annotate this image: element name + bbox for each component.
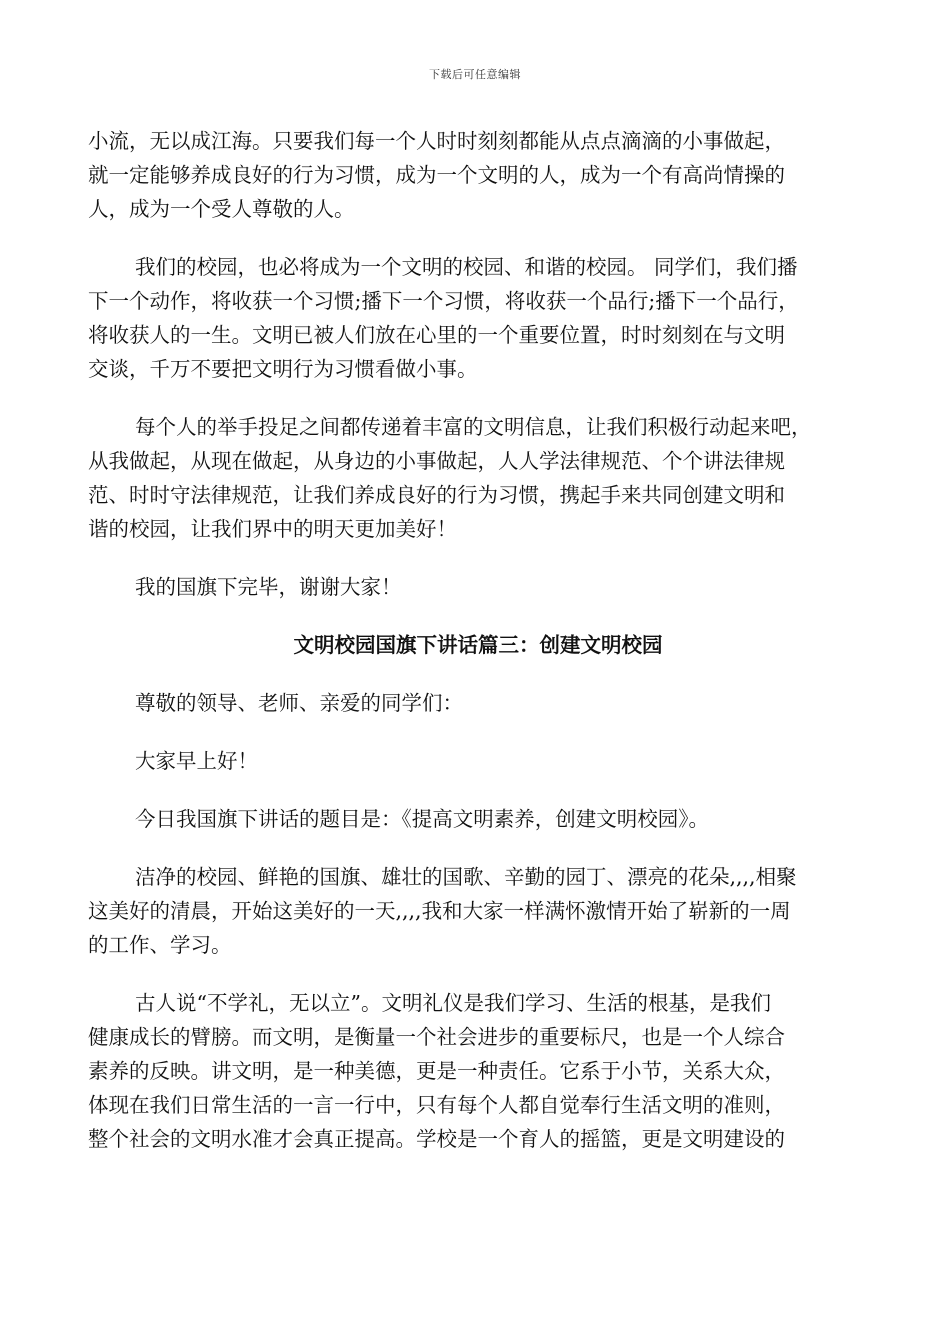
paragraph-line: 下一个动作，将收获一个习惯;播下一个习惯，将收获一个品行;播下一个品行，: [88, 289, 799, 313]
paragraph-1: [88, 124, 848, 226]
paragraph-line: 就一定能够养成良好的行为习惯，成为一个文明的人，成为一个有高尚情操的: [88, 163, 785, 187]
paragraph-line: 小流，无以成江海。只要我们每一个人时时刻刻都能从点点滴滴的小事做起，: [88, 129, 785, 153]
paragraph-line: 范、时时守法律规范，让我们养成良好的行为习惯，携起手来共同创建文明和: [88, 483, 785, 507]
paragraph-line: 谐的校园，让我们界中的明天更加美好！: [88, 517, 457, 541]
paragraph-line: 健康成长的臂膀。而文明，是衡量一个社会进步的重要标尺，也是一个人综合: [88, 1025, 785, 1049]
paragraph-salutation: [88, 686, 848, 720]
paragraph-4: [88, 570, 848, 604]
paragraph-line: 将收获人的一生。文明已被人们放在心里的一个重要位置，时时刻刻在与文明: [88, 323, 785, 347]
paragraph-topic: [88, 802, 848, 836]
paragraph-line: 尊敬的领导、老师、亲爱的同学们：: [135, 691, 463, 715]
paragraph-line: 体现在我们日常生活的一言一行中，只有每个人都自觉奉行生活文明的准则，: [88, 1093, 785, 1117]
paragraph-2: [88, 250, 848, 386]
page-header-note: 下载后可任意编辑: [429, 68, 521, 81]
paragraph-line: 人，成为一个受人尊敬的人。: [88, 197, 355, 221]
paragraph-line: 整个社会的文明水准才会真正提高。学校是一个育人的摇篮，更是文明建设的: [88, 1127, 785, 1151]
paragraph-line: 交谈，千万不要把文明行为习惯看做小事。: [88, 357, 478, 381]
paragraph-line: 这美好的清晨，开始这美好的一天,,,,我和大家一样满怀激情开始了崭新的一周: [88, 899, 791, 923]
paragraph-line: 我们的校园，也必将成为一个文明的校园、和谐的校园。 同学们，我们播: [135, 255, 798, 279]
paragraph-line: 素养的反映。讲文明，是一种美德，更是一种责任。它系于小节，关系大众，: [88, 1059, 785, 1083]
paragraph-9: [88, 986, 848, 1156]
paragraph-line: 洁净的校园、鲜艳的国旗、雄壮的国歌、辛勤的园丁、漂亮的花朵,,,,相聚: [135, 865, 797, 889]
paragraph-line: 的工作、学习。: [88, 933, 232, 957]
paragraph-line: 每个人的举手投足之间都传递着丰富的文明信息，让我们积极行动起来吧，: [135, 415, 812, 439]
section-heading: 文明校园国旗下讲话篇三：创建文明校园: [293, 633, 663, 657]
paragraph-line: 从我做起，从现在做起，从身边的小事做起，人人学法律规范、个个讲法律规: [88, 449, 785, 473]
paragraph-line: 古人说“不学礼，无以立”。文明礼仪是我们学习、生活的根基，是我们: [135, 991, 771, 1015]
paragraph-3: [88, 410, 848, 546]
paragraph-8: [88, 860, 848, 962]
paragraph-greeting: [88, 744, 848, 778]
paragraph-line: 大家早上好！: [135, 749, 258, 773]
document-body: [88, 124, 848, 1180]
paragraph-line: 今日我国旗下讲话的题目是：《提高文明素养，创建文明校园》。: [135, 807, 709, 831]
paragraph-line: 我的国旗下完毕，谢谢大家！: [135, 575, 402, 599]
